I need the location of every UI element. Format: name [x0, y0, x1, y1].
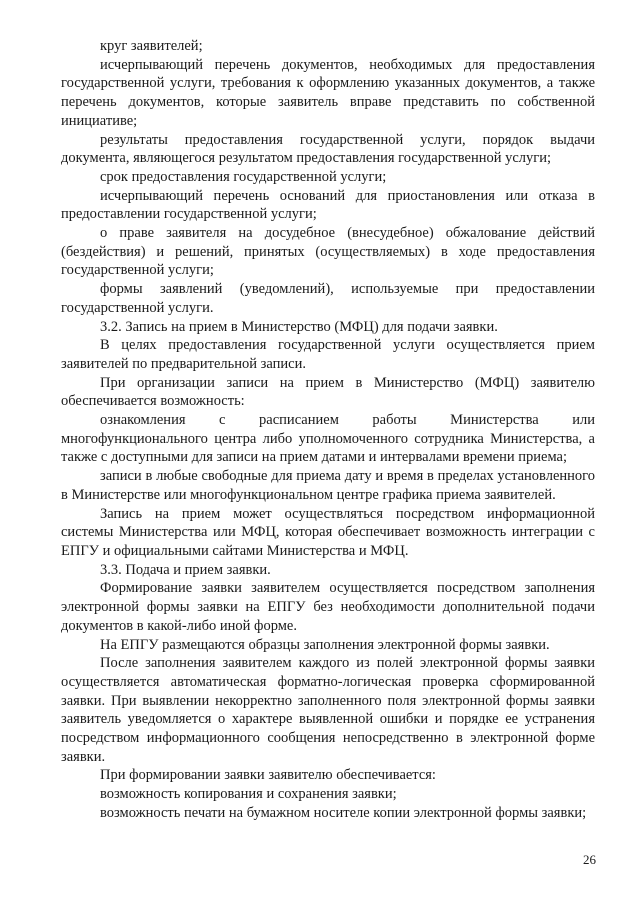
paragraph: ознакомления с расписанием работы Министерства или многофункционального центра либо уполномоченного сотрудника Министерства, а также с доступными для записи на прием датами и интервалами времени приема;	[61, 412, 595, 466]
paragraph: записи в любые свободные для приема дату и время в пределах установленного в Министерстве или многофункциональном центре графика приема заявителей.	[61, 468, 595, 503]
paragraph: Запись на прием может осуществляться посредством информационной системы Министерства или МФЦ, которая обеспечивает возможность интеграции с ЕПГУ и официальными сайтами Министерства и МФЦ.	[61, 505, 595, 559]
paragraph: После заполнения заявителем каждого из полей электронной формы заявки осуществляется автоматическая форматно-логическая проверка сформированной заявки. При выявлении некорректно заполненного поля электронной формы заявки заявитель уведомляется о характере выявленной ошибки и порядке ее устранения посредством информационного сообщения непосредственно в электронной форме заявки.	[61, 655, 595, 765]
paragraph: исчерпывающий перечень оснований для приостановления или отказа в предоставлении государственной услуги;	[61, 187, 595, 223]
paragraph: о праве заявителя на досудебное (внесудебное) обжалование действий (бездействия) и решений, принятых (осуществляемых) в ходе предоставления государственной услуги;	[61, 225, 595, 279]
paragraph: формы заявлений (уведомлений), используемые при предоставлении государственной услуги.	[61, 281, 595, 316]
paragraph: При формировании заявки заявителю обеспечивается:	[100, 767, 436, 784]
page-number: 26	[583, 852, 596, 867]
paragraph: На ЕПГУ размещаются образцы заполнения электронной формы заявки.	[100, 636, 550, 653]
paragraph: В целях предоставления государственной услуги осуществляется прием заявителей по предварительной записи.	[61, 337, 595, 372]
paragraph: возможность печати на бумажном носителе копии электронной формы заявки;	[100, 804, 587, 821]
paragraph: возможность копирования и сохранения заявки;	[100, 786, 397, 803]
paragraph: круг заявителей;	[100, 38, 203, 54]
paragraph: результаты предоставления государственной услуги, порядок выдачи документа, являющегося результатом предоставления государственной услуги;	[61, 131, 595, 167]
body-text	[61, 37, 595, 823]
paragraph: Формирование заявки заявителем осуществляется посредством заполнения электронной формы заявки на ЕПГУ без необходимости дополнительной подачи документов в какой-либо иной форме.	[61, 580, 595, 634]
paragraph: При организации записи на прием в Министерство (МФЦ) заявителю обеспечивается возможность:	[61, 374, 595, 410]
paragraph: срок предоставления государственной услуги;	[100, 168, 387, 185]
paragraph: исчерпывающий перечень документов, необходимых для предоставления государственной услуги, требования к оформлению указанных документов, а также перечень документов, которые заявитель вправе представить по собственной инициативе;	[61, 56, 595, 129]
section-heading: 3.2. Запись на прием в Министерство (МФЦ) для подачи заявки.	[100, 318, 498, 335]
section-heading: 3.3. Подача и прием заявки.	[100, 561, 271, 578]
